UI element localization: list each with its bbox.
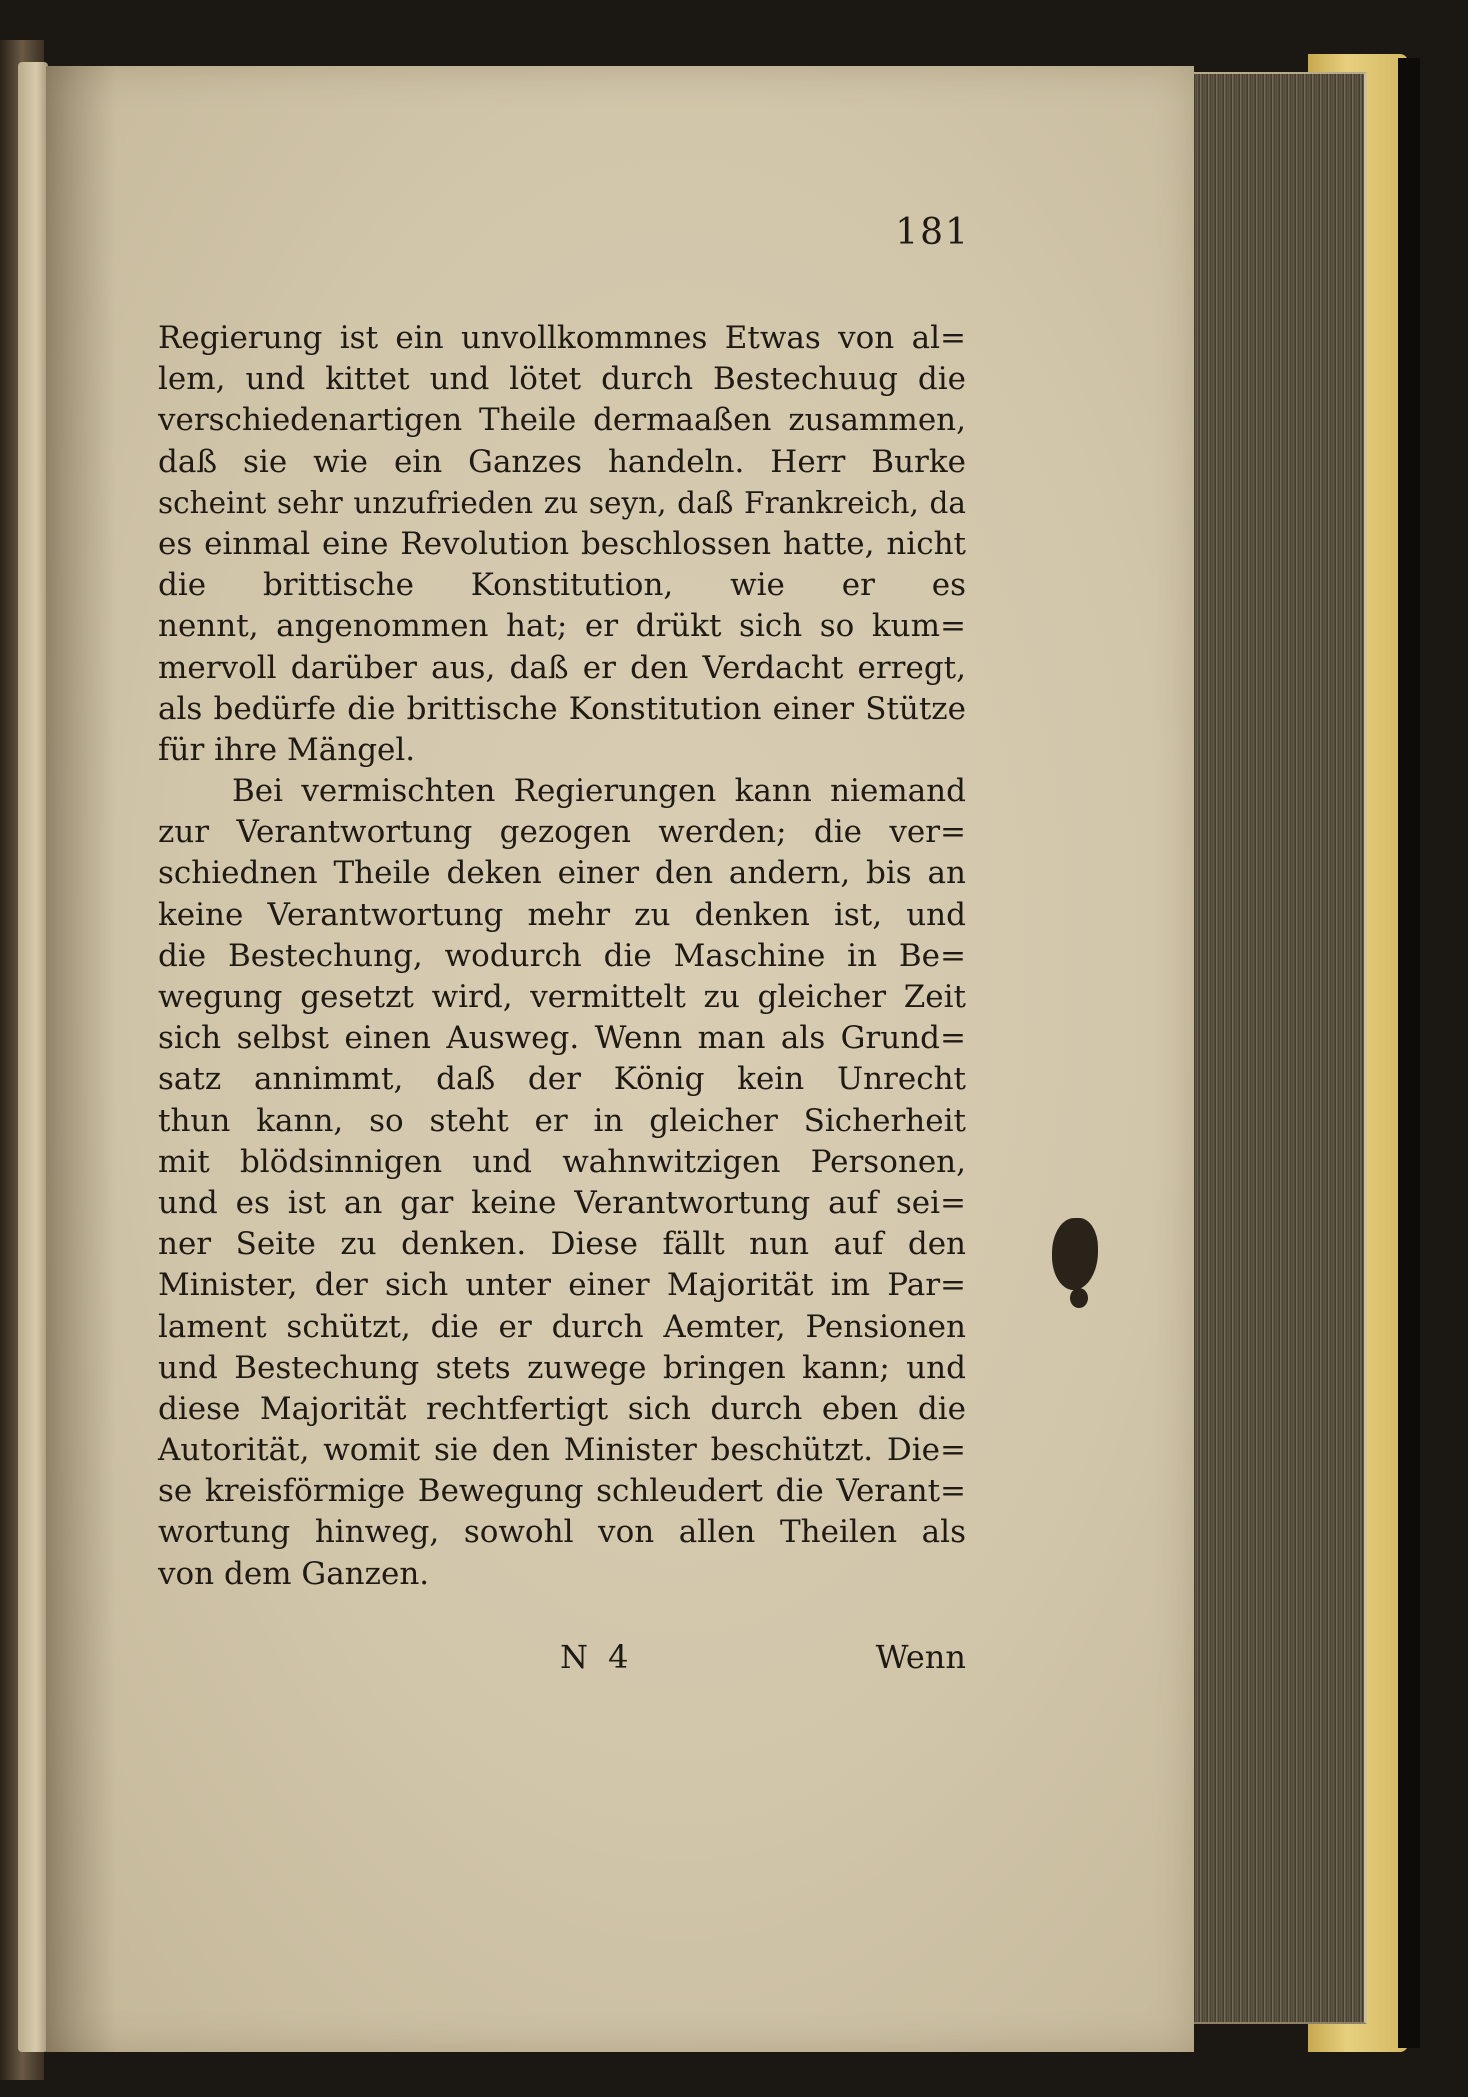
text-line: thun kann, so steht er in gleicher Sicherheit — [158, 1102, 966, 1139]
text-line: zur Verantwortung gezogen werden; die ver= — [158, 814, 966, 851]
text-line: lament schützt, die er durch Aemter, Pensionen — [158, 1308, 966, 1345]
text-line: Regierung ist ein unvollkommnes Etwas von al= — [158, 320, 966, 356]
ink-stain — [1070, 1288, 1088, 1308]
text-line: mervoll darüber aus, daß er den Verdacht erregt, — [158, 649, 966, 686]
text-line: satz annimmt, daß der König kein Unrecht — [158, 1061, 966, 1098]
text-line: schiednen Theile deken einer den andern, bis an — [158, 855, 966, 892]
text-line: die brittische Konstitution, wie er es — [158, 567, 966, 604]
text-line: wortung hinweg, sowohl von allen Theilen als — [158, 1514, 966, 1551]
text-line: nennt, angenommen hat; er drükt sich so kum= — [158, 608, 966, 645]
text-line: und es ist an gar keine Verantwortung auf sei= — [158, 1184, 966, 1221]
text-line: und Bestechung stets zuwege bringen kann; und — [158, 1349, 966, 1386]
text-line: ner Seite zu denken. Diese fällt nun auf den — [158, 1226, 966, 1263]
text-line: daß sie wie ein Ganzes handeln. Herr Burke — [158, 443, 966, 480]
text-line: mit blödsinnigen und wahnwitzigen Personen, — [158, 1143, 966, 1180]
page-stack-edge — [1188, 72, 1367, 2024]
text-line: verschiedenartigen Theile dermaaßen zusammen, — [158, 402, 966, 439]
left-page-edge — [18, 62, 48, 2052]
text-line-paragraph-start: Bei vermischten Regierungen kann niemand — [232, 773, 966, 810]
text-line: Autorität, womit sie den Minister beschützt. Die= — [158, 1432, 966, 1469]
text-line: die Bestechung, wodurch die Maschine in Be= — [158, 937, 966, 974]
text-line-paragraph-end: für ihre Mängel. — [158, 731, 416, 768]
catchword: Wenn — [875, 1638, 966, 1676]
text-line-paragraph-end: von dem Ganzen. — [158, 1555, 430, 1592]
text-line: es einmal eine Revolution beschlossen hatte, nicht — [158, 525, 966, 562]
body-text — [158, 318, 966, 1595]
text-line: als bedürfe die brittische Konstitution einer Stütze — [158, 690, 966, 727]
text-line: sich selbst einen Ausweg. Wenn man als Grund= — [158, 1020, 966, 1057]
text-line: wegung gesetzt wird, vermittelt zu gleicher Zeit — [158, 979, 966, 1015]
text-line: scheint sehr unzufrieden zu seyn, daß Frankreich, da — [158, 485, 966, 520]
cover-shadow — [1398, 58, 1420, 2048]
text-line: se kreisförmige Bewegung schleudert die Verant= — [158, 1473, 966, 1510]
text-line: lem, und kittet und lötet durch Bestechuug die — [158, 361, 966, 398]
page-gutter-shadow — [46, 66, 116, 2052]
text-line: Minister, der sich unter einer Majorität im Par= — [158, 1267, 966, 1304]
page-number: 181 — [895, 212, 970, 253]
text-line: keine Verantwortung mehr zu denken ist, und — [158, 896, 966, 933]
text-line: diese Majorität rechtfertigt sich durch eben die — [158, 1390, 966, 1427]
signature-mark: N 4 — [560, 1638, 629, 1676]
